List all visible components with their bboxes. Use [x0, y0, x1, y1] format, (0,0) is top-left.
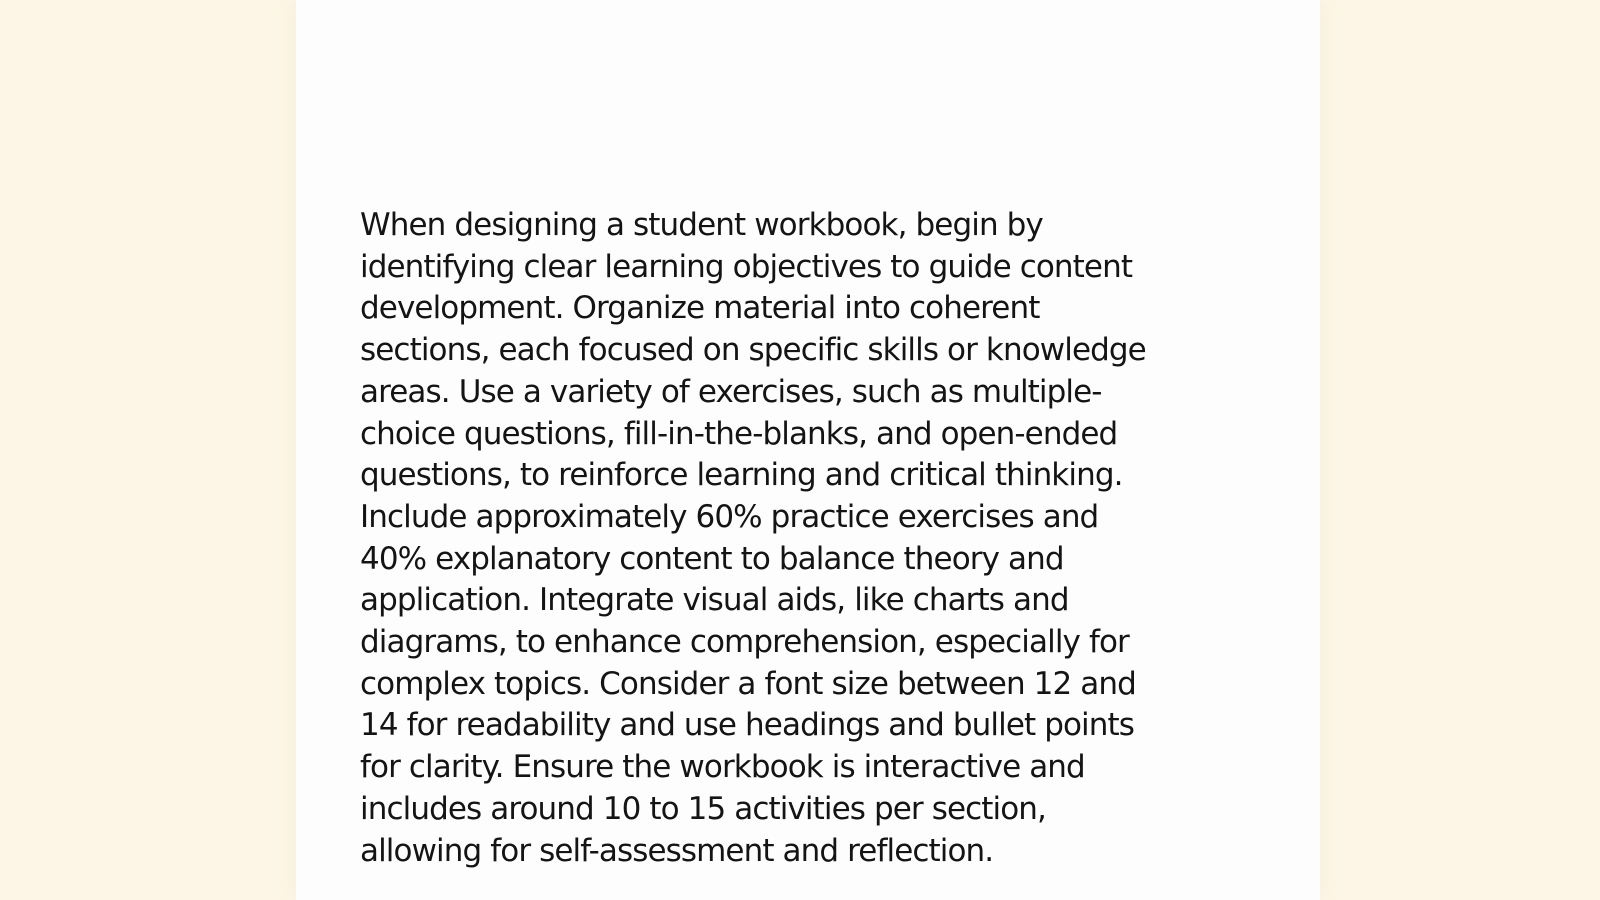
body-paragraph: When designing a student workbook, begin by identifying clear learning objectives to guide content development. Organize material into coherent sections, each focused on specific skills or knowledge areas. Use a variety of exercises, such as multiple- choice questions, fill-in-the-blanks, and open-ended questions, to reinforce learning and critical thinking. Include approximately 60% practice exercises and 40% explanatory content to balance theory and application. Integrate visual aids, like charts and diagrams, to enhance comprehension, especially for complex topics. Consider a font size between 12 and 14 for readability and use headings and bullet points for clarity. Ensure the workbook is interactive and includes around 10 to 15 activities per section, allowing for self-assessment and reflection.: [360, 207, 1146, 869]
document-page: [296, 0, 1320, 900]
